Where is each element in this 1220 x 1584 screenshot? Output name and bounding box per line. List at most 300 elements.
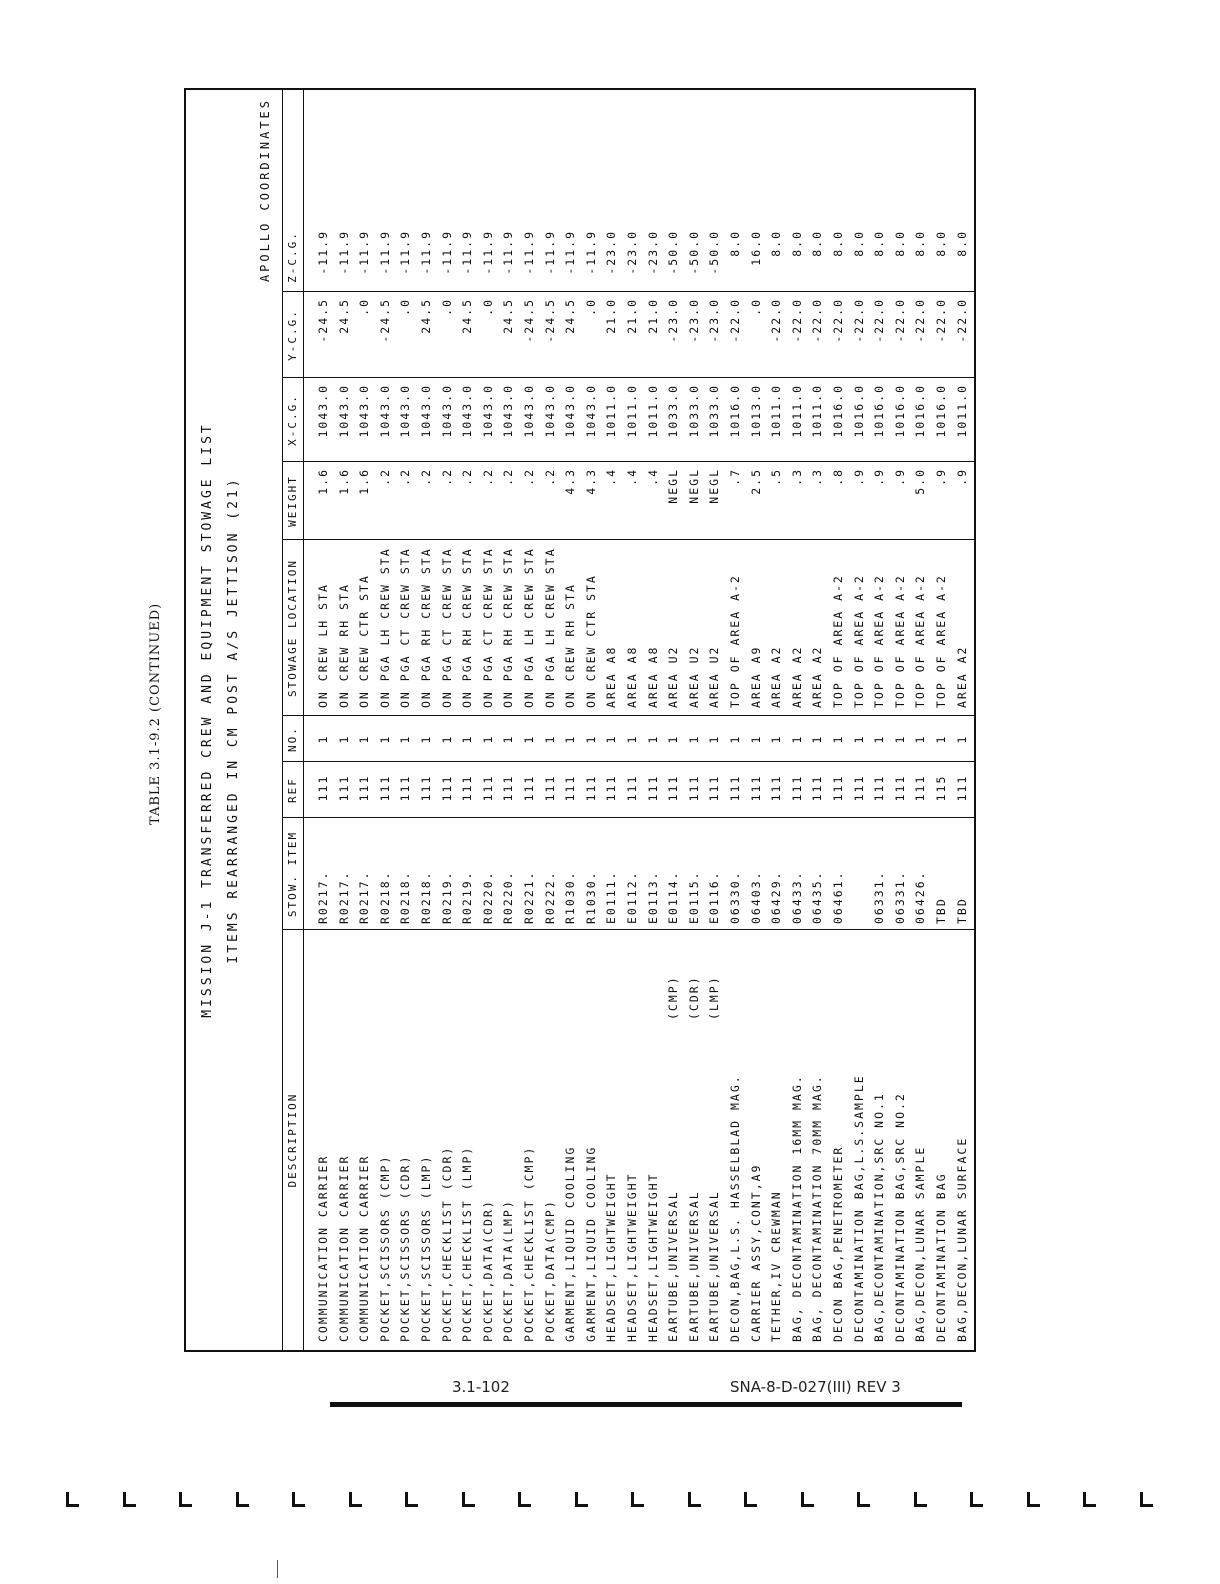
row-weight: .9	[851, 468, 866, 486]
scan-mark	[292, 1492, 305, 1507]
row-count: 1	[542, 734, 557, 744]
row-y-cg: -22.0	[892, 298, 907, 343]
row-location: ON CREW CTR STA	[583, 574, 598, 708]
document-number: SNA-8-D-027(III) REV 3	[730, 1378, 901, 1396]
scan-mark	[349, 1492, 362, 1507]
row-crew-note: (CMP)	[666, 975, 681, 1020]
row-count: 1	[748, 734, 763, 744]
table-row	[726, 90, 746, 1350]
table-row	[499, 90, 519, 1350]
row-ref: 111	[522, 774, 536, 802]
row-location: AREA A2	[954, 645, 969, 708]
row-count: 1	[439, 734, 454, 744]
row-y-cg: 21.0	[604, 298, 619, 334]
table-row	[644, 90, 664, 1350]
row-z-cg: -11.9	[563, 230, 578, 275]
row-weight: NEGL	[707, 468, 722, 504]
row-weight: .2	[398, 468, 413, 486]
row-y-cg: .0	[480, 298, 495, 316]
row-z-cg: -11.9	[439, 230, 454, 275]
row-stow-item: E0114.	[666, 870, 681, 924]
row-z-cg: -11.9	[377, 230, 392, 275]
table-row	[870, 90, 890, 1350]
row-location: ON PGA RH CREW STA	[419, 547, 433, 708]
row-description: GARMENT,LIQUID COOLING	[583, 1145, 598, 1342]
row-y-cg: .0	[398, 298, 413, 316]
row-location: AREA A8	[625, 645, 639, 708]
row-y-cg: -24.5	[522, 298, 536, 343]
row-ref: 111	[810, 774, 825, 802]
row-ref: 111	[336, 774, 351, 802]
row-z-cg: 8.0	[872, 230, 887, 257]
row-description: POCKET,DATA(CMP)	[542, 1199, 557, 1342]
row-x-cg: 1016.0	[831, 384, 845, 438]
row-weight: 1.6	[357, 468, 372, 495]
page-number: 3.1-102	[452, 1378, 510, 1396]
row-ref: 111	[460, 774, 475, 802]
table-row	[479, 90, 499, 1350]
row-ref: 111	[501, 774, 516, 802]
row-count: 1	[501, 734, 516, 744]
row-count: 1	[604, 734, 619, 744]
scan-mark	[462, 1492, 475, 1507]
table-row	[705, 90, 725, 1350]
row-count: 1	[810, 734, 825, 744]
row-location: ON CREW RH STA	[336, 583, 351, 708]
row-weight: .9	[954, 468, 969, 486]
row-x-cg: 1043.0	[357, 384, 372, 438]
row-location: ON PGA CT CREW STA	[439, 547, 454, 708]
row-x-cg: 1043.0	[316, 384, 330, 438]
row-y-cg: .0	[439, 298, 454, 316]
row-x-cg: 1043.0	[501, 384, 516, 438]
row-description: POCKET,CHECKLIST (CMP)	[522, 1145, 536, 1342]
scan-mark	[236, 1492, 249, 1507]
row-ref: 111	[583, 774, 598, 802]
row-ref: 111	[892, 774, 907, 802]
row-location: AREA U2	[666, 645, 681, 708]
row-count: 1	[851, 734, 866, 744]
row-ref: 111	[872, 774, 887, 802]
row-weight: 2.5	[748, 468, 763, 495]
row-ref: 111	[625, 774, 639, 802]
row-count: 1	[583, 734, 598, 744]
row-weight: .3	[789, 468, 804, 486]
table-row	[335, 90, 355, 1350]
row-x-cg: 1043.0	[480, 384, 495, 438]
row-weight: .2	[522, 468, 536, 486]
row-z-cg: -11.9	[398, 230, 413, 275]
row-y-cg: -24.5	[316, 298, 330, 343]
row-y-cg: -22.0	[789, 298, 804, 343]
row-ref: 111	[954, 774, 969, 802]
col-location: STOWAGE LOCATION	[286, 559, 299, 697]
row-description: POCKET,SCISSORS (LMP)	[419, 1154, 433, 1342]
row-count: 1	[954, 734, 969, 744]
row-weight: .2	[460, 468, 475, 486]
row-location: TOP OF AREA A-2	[851, 574, 866, 708]
row-weight: .4	[604, 468, 619, 486]
row-ref: 115	[934, 774, 948, 802]
row-location: ON PGA CT CREW STA	[398, 547, 413, 708]
col-y-cg: Y-C.G.	[286, 309, 299, 361]
col-weight: WEIGHT	[286, 475, 299, 527]
row-y-cg: 21.0	[645, 298, 660, 334]
row-description: HEADSET,LIGHTWEIGHT	[645, 1172, 660, 1342]
row-ref: 111	[789, 774, 804, 802]
row-location: AREA A2	[810, 645, 825, 708]
row-description: BAG, DECONTAMINATION 16MM MAG.	[789, 1074, 804, 1342]
table-row	[911, 90, 931, 1350]
row-description: DECON,BAG,L.S. HASSELBLAD MAG.	[728, 1074, 742, 1342]
row-description: HEADSET,LIGHTWEIGHT	[604, 1172, 619, 1342]
row-ref: 111	[645, 774, 660, 802]
row-location: AREA A2	[789, 645, 804, 708]
row-x-cg: 1011.0	[625, 384, 639, 438]
row-count: 1	[913, 734, 928, 744]
row-weight: .4	[625, 468, 639, 486]
row-stow-item: R0218.	[377, 870, 392, 924]
row-stow-item: R0217.	[316, 870, 330, 924]
scan-mark	[1140, 1492, 1153, 1507]
row-weight: .9	[872, 468, 887, 486]
row-count: 1	[872, 734, 887, 744]
row-z-cg: 8.0	[728, 230, 742, 257]
row-count: 1	[377, 734, 392, 744]
row-x-cg: 1016.0	[851, 384, 866, 438]
row-x-cg: 1043.0	[460, 384, 475, 438]
row-x-cg: 1011.0	[954, 384, 969, 438]
row-stow-item: 06461.	[831, 870, 845, 924]
row-weight: .2	[542, 468, 557, 486]
row-y-cg: 21.0	[625, 298, 639, 334]
table-title-line1: MISSION J-1 TRANSFERRED CREW AND EQUIPMENT STOWAGE LIST	[200, 422, 215, 1018]
row-x-cg: 1043.0	[522, 384, 536, 438]
row-x-cg: 1043.0	[398, 384, 413, 438]
row-stow-item: E0112.	[625, 870, 639, 924]
row-weight: NEGL	[666, 468, 681, 504]
table-row	[417, 90, 437, 1350]
row-stow-item: E0113.	[645, 870, 660, 924]
row-weight: .2	[419, 468, 433, 486]
row-ref: 111	[686, 774, 701, 802]
row-ref: 111	[604, 774, 619, 802]
row-description: DECONTAMINATION BAG	[934, 1172, 948, 1342]
row-z-cg: -11.9	[336, 230, 351, 275]
row-y-cg: 24.5	[460, 298, 475, 334]
row-x-cg: 1011.0	[604, 384, 619, 438]
row-stow-item: 06433.	[789, 870, 804, 924]
row-z-cg: -50.0	[666, 230, 681, 275]
row-y-cg: -22.0	[728, 298, 742, 343]
row-count: 1	[645, 734, 660, 744]
row-location: ON PGA RH CREW STA	[460, 547, 475, 708]
row-ref: 111	[769, 774, 784, 802]
table-row	[582, 90, 602, 1350]
scan-mark	[744, 1492, 757, 1507]
row-ref: 111	[357, 774, 372, 802]
row-x-cg: 1016.0	[728, 384, 742, 438]
row-stow-item: R0221.	[522, 870, 536, 924]
row-count: 1	[357, 734, 372, 744]
col-x-cg: X-C.G.	[286, 394, 299, 446]
row-description: DECONTAMINATION BAG,SRC NO.2	[892, 1092, 907, 1342]
row-x-cg: 1033.0	[707, 384, 722, 438]
scan-mark	[801, 1492, 814, 1507]
scan-mark	[857, 1492, 870, 1507]
row-weight: .9	[892, 468, 907, 486]
scan-mark	[1027, 1492, 1040, 1507]
row-description: CARRIER ASSY,CONT,A9	[748, 1163, 763, 1342]
row-location: ON CREW CTR STA	[357, 574, 372, 708]
row-stow-item: R0218.	[419, 870, 433, 924]
row-stow-item: R0222.	[542, 870, 557, 924]
row-ref: 111	[377, 774, 392, 802]
row-location: AREA U2	[707, 645, 722, 708]
row-weight: 4.3	[583, 468, 598, 495]
row-ref: 111	[728, 774, 742, 802]
row-stow-item: 06331.	[892, 870, 907, 924]
row-ref: 111	[831, 774, 845, 802]
row-z-cg: -11.9	[460, 230, 475, 275]
row-y-cg: .0	[357, 298, 372, 316]
apollo-coordinates-label: APOLLO COORDINATES	[258, 98, 272, 283]
row-stow-item: R0217.	[357, 870, 372, 924]
row-y-cg: 24.5	[336, 298, 351, 334]
row-ref: 111	[748, 774, 763, 802]
row-stow-item: R1030.	[563, 870, 578, 924]
row-count: 1	[563, 734, 578, 744]
table-row	[314, 90, 334, 1350]
row-stow-item: E0115.	[686, 870, 701, 924]
col-stow-item: STOW. ITEM	[286, 830, 299, 918]
scan-mark	[405, 1492, 418, 1507]
footer-rule	[330, 1402, 962, 1407]
row-description: POCKET,CHECKLIST (LMP)	[460, 1145, 475, 1342]
row-count: 1	[625, 734, 639, 744]
row-location: TOP OF AREA A-2	[892, 574, 907, 708]
row-ref: 111	[439, 774, 454, 802]
row-stow-item: E0111.	[604, 870, 619, 924]
row-z-cg: -11.9	[583, 230, 598, 275]
row-ref: 111	[913, 774, 928, 802]
row-ref: 111	[419, 774, 433, 802]
scan-tick	[277, 1560, 278, 1578]
row-z-cg: -23.0	[645, 230, 660, 275]
row-y-cg: .0	[583, 298, 598, 316]
row-z-cg: -23.0	[625, 230, 639, 275]
row-z-cg: -11.9	[419, 230, 433, 275]
row-y-cg: -22.0	[872, 298, 887, 343]
row-description: POCKET,SCISSORS (CDR)	[398, 1154, 413, 1342]
row-x-cg: 1033.0	[666, 384, 681, 438]
row-y-cg: 24.5	[563, 298, 578, 334]
row-location: ON PGA LH CREW STA	[377, 547, 392, 708]
row-description: BAG,DECON,LUNAR SAMPLE	[913, 1145, 928, 1342]
row-count: 1	[789, 734, 804, 744]
stowage-table	[184, 88, 976, 1352]
row-z-cg: 8.0	[892, 230, 907, 257]
row-stow-item: R1030.	[583, 870, 598, 924]
row-z-cg: -50.0	[686, 230, 701, 275]
row-location: AREA U2	[686, 645, 701, 708]
row-weight: .2	[439, 468, 454, 486]
row-x-cg: 1011.0	[789, 384, 804, 438]
row-count: 1	[769, 734, 784, 744]
row-weight: .8	[831, 468, 845, 486]
row-x-cg: 1011.0	[769, 384, 784, 438]
scan-mark	[66, 1492, 79, 1507]
row-z-cg: 8.0	[954, 230, 969, 257]
row-location: AREA A2	[769, 645, 784, 708]
row-description: COMMUNICATION CARRIER	[316, 1154, 330, 1342]
row-description: EARTUBE,UNIVERSAL	[707, 1190, 722, 1342]
row-description: HEADSET,LIGHTWEIGHT	[625, 1172, 639, 1342]
row-stow-item: E0116.	[707, 870, 722, 924]
row-x-cg: 1033.0	[686, 384, 701, 438]
row-y-cg: -22.0	[913, 298, 928, 343]
row-x-cg: 1043.0	[542, 384, 557, 438]
row-weight: .7	[728, 468, 742, 486]
row-weight: .2	[501, 468, 516, 486]
table-row	[953, 90, 973, 1350]
row-y-cg: 24.5	[501, 298, 516, 334]
row-x-cg: 1043.0	[377, 384, 392, 438]
row-location: ON PGA LH CREW STA	[542, 547, 557, 708]
row-location: TOP OF AREA A-2	[728, 574, 742, 708]
row-y-cg: -22.0	[810, 298, 825, 343]
row-stow-item: TBD	[934, 897, 948, 924]
table-row	[788, 90, 808, 1350]
row-weight: 5.0	[913, 468, 928, 495]
table-heading	[186, 90, 246, 1350]
row-stow-item: R0219.	[439, 870, 454, 924]
col-z-cg: Z-C.G.	[286, 231, 299, 283]
row-stow-item: R0220.	[480, 870, 495, 924]
row-y-cg: -22.0	[769, 298, 784, 343]
col-ref: REF	[286, 777, 299, 803]
table-row	[829, 90, 849, 1350]
row-location: TOP OF AREA A-2	[872, 574, 887, 708]
row-x-cg: 1011.0	[645, 384, 660, 438]
row-stow-item: 06330.	[728, 870, 742, 924]
row-description: POCKET,SCISSORS (CMP)	[377, 1154, 392, 1342]
scan-mark	[970, 1492, 983, 1507]
row-y-cg: -22.0	[851, 298, 866, 343]
row-z-cg: -23.0	[604, 230, 619, 275]
row-location: ON CREW RH STA	[563, 583, 578, 708]
scan-mark	[575, 1492, 588, 1507]
row-description: POCKET,DATA(CDR)	[480, 1199, 495, 1342]
row-weight: NEGL	[686, 468, 701, 504]
row-stow-item: 06426.	[913, 870, 928, 924]
col-no: NO.	[286, 726, 299, 752]
row-location: TOP OF AREA A-2	[831, 574, 845, 708]
row-z-cg: 8.0	[810, 230, 825, 257]
col-description: DESCRIPTION	[286, 1092, 299, 1188]
row-x-cg: 1016.0	[913, 384, 928, 438]
row-description: COMMUNICATION CARRIER	[357, 1154, 372, 1342]
row-y-cg: -23.0	[686, 298, 701, 343]
row-x-cg: 1013.0	[748, 384, 763, 438]
row-z-cg: 8.0	[851, 230, 866, 257]
scan-mark	[179, 1492, 192, 1507]
row-y-cg: -22.0	[934, 298, 948, 343]
row-location: TOP OF AREA A-2	[934, 574, 948, 708]
row-count: 1	[831, 734, 845, 744]
row-location: AREA A8	[604, 645, 619, 708]
row-description: TETHER,IV CREWMAN	[769, 1190, 784, 1342]
row-location: ON PGA LH CREW STA	[522, 547, 536, 708]
row-ref: 111	[480, 774, 495, 802]
row-location: ON CREW LH STA	[316, 583, 330, 708]
row-z-cg: 8.0	[789, 230, 804, 257]
row-count: 1	[666, 734, 681, 744]
scan-marks	[0, 1492, 1220, 1512]
row-count: 1	[728, 734, 742, 744]
row-count: 1	[686, 734, 701, 744]
row-weight: .9	[934, 468, 948, 486]
row-description: COMMUNICATION CARRIER	[336, 1154, 351, 1342]
column-headers	[282, 90, 304, 1350]
row-description: BAG,DECONTAMINATION,SRC NO.1	[872, 1092, 887, 1342]
row-weight: .3	[810, 468, 825, 486]
row-z-cg: 8.0	[934, 230, 948, 257]
row-weight: .4	[645, 468, 660, 486]
row-x-cg: 1043.0	[336, 384, 351, 438]
row-y-cg: -23.0	[666, 298, 681, 343]
table-row	[767, 90, 787, 1350]
table-row	[520, 90, 540, 1350]
row-z-cg: 8.0	[913, 230, 928, 257]
table-row	[541, 90, 561, 1350]
scan-mark	[1083, 1492, 1096, 1507]
row-weight: .2	[480, 468, 495, 486]
row-description: POCKET,DATA(LMP)	[501, 1199, 516, 1342]
table-row	[623, 90, 643, 1350]
row-stow-item: 06331.	[872, 870, 887, 924]
row-count: 1	[336, 734, 351, 744]
row-description: EARTUBE,UNIVERSAL	[686, 1190, 701, 1342]
row-weight: .5	[769, 468, 784, 486]
scan-mark	[631, 1492, 644, 1507]
row-location: AREA A8	[645, 645, 660, 708]
row-description: DECON BAG,PENETROMETER	[831, 1145, 845, 1342]
table-caption: TABLE 3.1-9.2 (CONTINUED)	[148, 602, 163, 825]
stowage-table-wrapper	[184, 88, 976, 1352]
row-x-cg: 1043.0	[563, 384, 578, 438]
row-location: ON PGA RH CREW STA	[501, 547, 516, 708]
row-z-cg: -11.9	[542, 230, 557, 275]
row-z-cg: 8.0	[831, 230, 845, 257]
table-row	[685, 90, 705, 1350]
row-y-cg: -22.0	[831, 298, 845, 343]
row-stow-item: R0219.	[460, 870, 475, 924]
row-y-cg: -24.5	[377, 298, 392, 343]
row-x-cg: 1043.0	[583, 384, 598, 438]
table-row	[808, 90, 828, 1350]
row-x-cg: 1011.0	[810, 384, 825, 438]
row-z-cg: -11.9	[522, 230, 536, 275]
row-weight: 1.6	[316, 468, 330, 495]
row-x-cg: 1016.0	[872, 384, 887, 438]
row-ref: 111	[398, 774, 413, 802]
row-crew-note: (LMP)	[707, 975, 722, 1020]
scan-mark	[688, 1492, 701, 1507]
row-count: 1	[934, 734, 948, 744]
row-stow-item: R0217.	[336, 870, 351, 924]
row-y-cg: 24.5	[419, 298, 433, 334]
